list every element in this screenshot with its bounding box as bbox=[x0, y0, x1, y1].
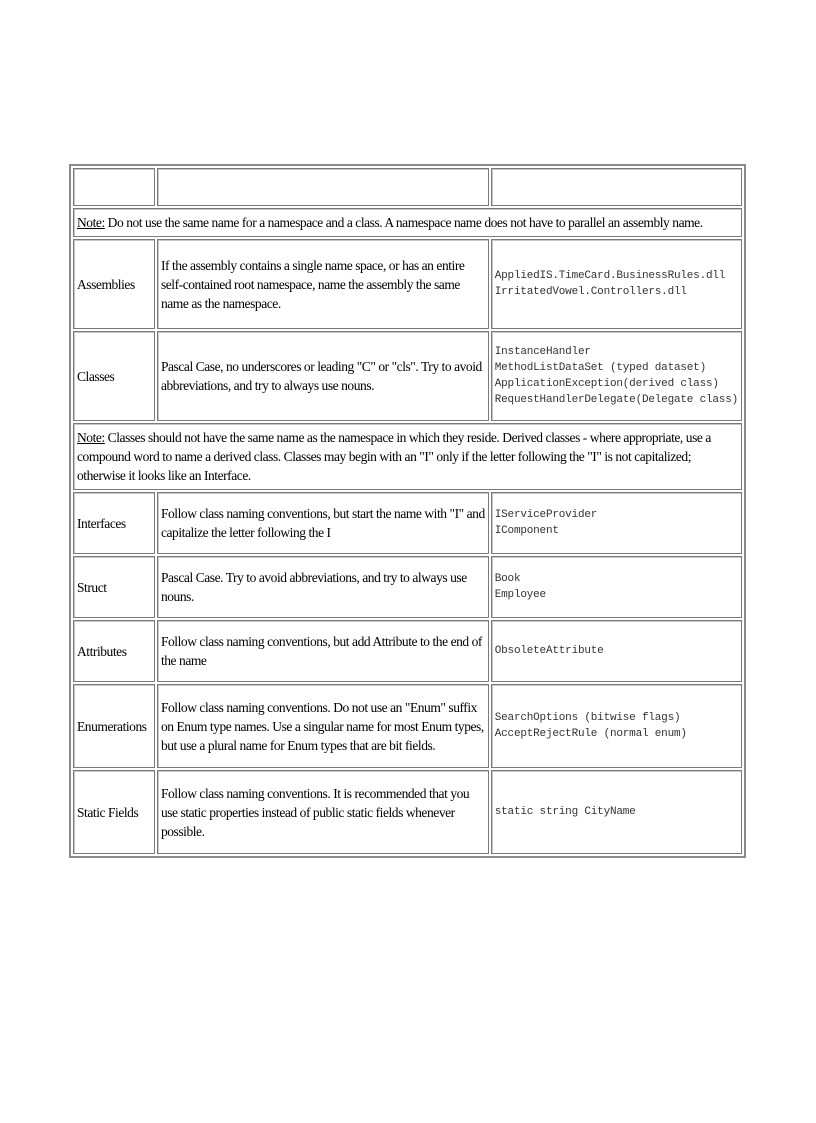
convention-description bbox=[157, 556, 489, 618]
convention-description bbox=[157, 331, 489, 421]
desc-line: on Enum type names. Use a singular name for most Enum types, bbox=[160, 718, 484, 734]
note-label: Note: bbox=[77, 430, 105, 445]
convention-description bbox=[157, 239, 489, 329]
example-line: ObsoleteAttribute bbox=[494, 645, 604, 657]
example-line: IServiceProvider bbox=[494, 509, 598, 521]
desc-line: Follow class naming conventions, but add Attribute to the end of bbox=[160, 634, 482, 649]
note-text: otherwise it looks like an Interface. bbox=[77, 468, 251, 483]
note-text: Do not use the same name for a namespace and a class. A namespace name does not have to parallel an assembly name. bbox=[104, 215, 703, 230]
note-row-namespace bbox=[73, 208, 742, 237]
desc-line: name as the namespace. bbox=[160, 295, 281, 311]
desc-line: abbreviations, and try to always use nouns. bbox=[160, 378, 375, 393]
desc-line: capitalize the letter following the I bbox=[160, 525, 331, 540]
type-name: Interfaces bbox=[73, 492, 155, 554]
table-row-interfaces bbox=[73, 492, 742, 554]
table-row-assemblies bbox=[73, 239, 742, 329]
examples bbox=[491, 331, 742, 421]
naming-conventions-table bbox=[69, 164, 746, 858]
desc-line: Follow class naming conventions. It is recommended that you bbox=[160, 785, 470, 801]
example-line: Employee bbox=[494, 589, 546, 601]
desc-line: but use a plural name for Enum types that are bit fields. bbox=[160, 737, 436, 753]
header-row bbox=[73, 168, 742, 206]
table-row-classes bbox=[73, 331, 742, 421]
example-line: RequestHandlerDelegate(Delegate class) bbox=[494, 394, 738, 406]
examples bbox=[491, 492, 742, 554]
example-line: Book bbox=[494, 573, 521, 585]
note-label: Note: bbox=[77, 215, 105, 230]
note-cell bbox=[73, 423, 742, 490]
example-line: ApplicationException(derived class) bbox=[494, 378, 719, 390]
table-row-static-fields bbox=[73, 770, 742, 854]
type-name: Enumerations bbox=[73, 684, 155, 768]
desc-line: nouns. bbox=[160, 589, 194, 604]
desc-line: Follow class naming conventions, but start the name with "I" and bbox=[160, 506, 485, 521]
examples bbox=[491, 770, 742, 854]
type-name: Assemblies bbox=[73, 239, 155, 329]
example-line: InstanceHandler bbox=[494, 346, 591, 358]
type-name: Classes bbox=[73, 331, 155, 421]
example-line: IComponent bbox=[494, 525, 559, 537]
examples bbox=[491, 239, 742, 329]
convention-description bbox=[157, 620, 489, 682]
convention-description bbox=[157, 684, 489, 768]
type-name: Struct bbox=[73, 556, 155, 618]
type-name: Attributes bbox=[73, 620, 155, 682]
example-line: SearchOptions (bitwise flags) bbox=[494, 712, 681, 724]
header-cell-convention bbox=[157, 168, 489, 206]
examples bbox=[491, 620, 742, 682]
desc-line: Pascal Case. Try to avoid abbreviations, and try to always use bbox=[160, 570, 467, 585]
header-cell-examples bbox=[491, 168, 742, 206]
desc-line: use static properties instead of public static fields whenever bbox=[160, 804, 455, 820]
convention-description bbox=[157, 770, 489, 854]
note-row-classes bbox=[73, 423, 742, 490]
table-row-enumerations bbox=[73, 684, 742, 768]
note-text: Classes should not have the same name as the namespace in which they reside. Derived classes - where appropriate, use a bbox=[104, 430, 711, 445]
example-line: AcceptRejectRule (normal enum) bbox=[494, 728, 687, 740]
examples bbox=[491, 684, 742, 768]
desc-line: the name bbox=[160, 653, 207, 668]
desc-line: possible. bbox=[160, 823, 205, 839]
note-cell bbox=[73, 208, 742, 237]
convention-description bbox=[157, 492, 489, 554]
type-name: Static Fields bbox=[73, 770, 155, 854]
desc-line: If the assembly contains a single name space, or has an entire bbox=[160, 257, 465, 273]
examples bbox=[491, 556, 742, 618]
example-line: MethodListDataSet (typed dataset) bbox=[494, 362, 706, 374]
example-line: IrritatedVowel.Controllers.dll bbox=[494, 286, 687, 298]
example-line: static string CityName bbox=[494, 806, 636, 818]
desc-line: Follow class naming conventions. Do not use an "Enum" suffix bbox=[160, 699, 477, 715]
desc-line: self-contained root namespace, name the assembly the same bbox=[160, 276, 460, 292]
example-line: AppliedIS.TimeCard.BusinessRules.dll bbox=[494, 270, 726, 282]
table-row-attributes bbox=[73, 620, 742, 682]
desc-line: Pascal Case, no underscores or leading "C" or "cls". Try to avoid bbox=[160, 359, 482, 374]
table-row-struct bbox=[73, 556, 742, 618]
note-text: compound word to name a derived class. Classes may begin with an "I" only if the letter following the "I" is not capitalized; bbox=[77, 449, 692, 464]
header-cell-type bbox=[73, 168, 155, 206]
